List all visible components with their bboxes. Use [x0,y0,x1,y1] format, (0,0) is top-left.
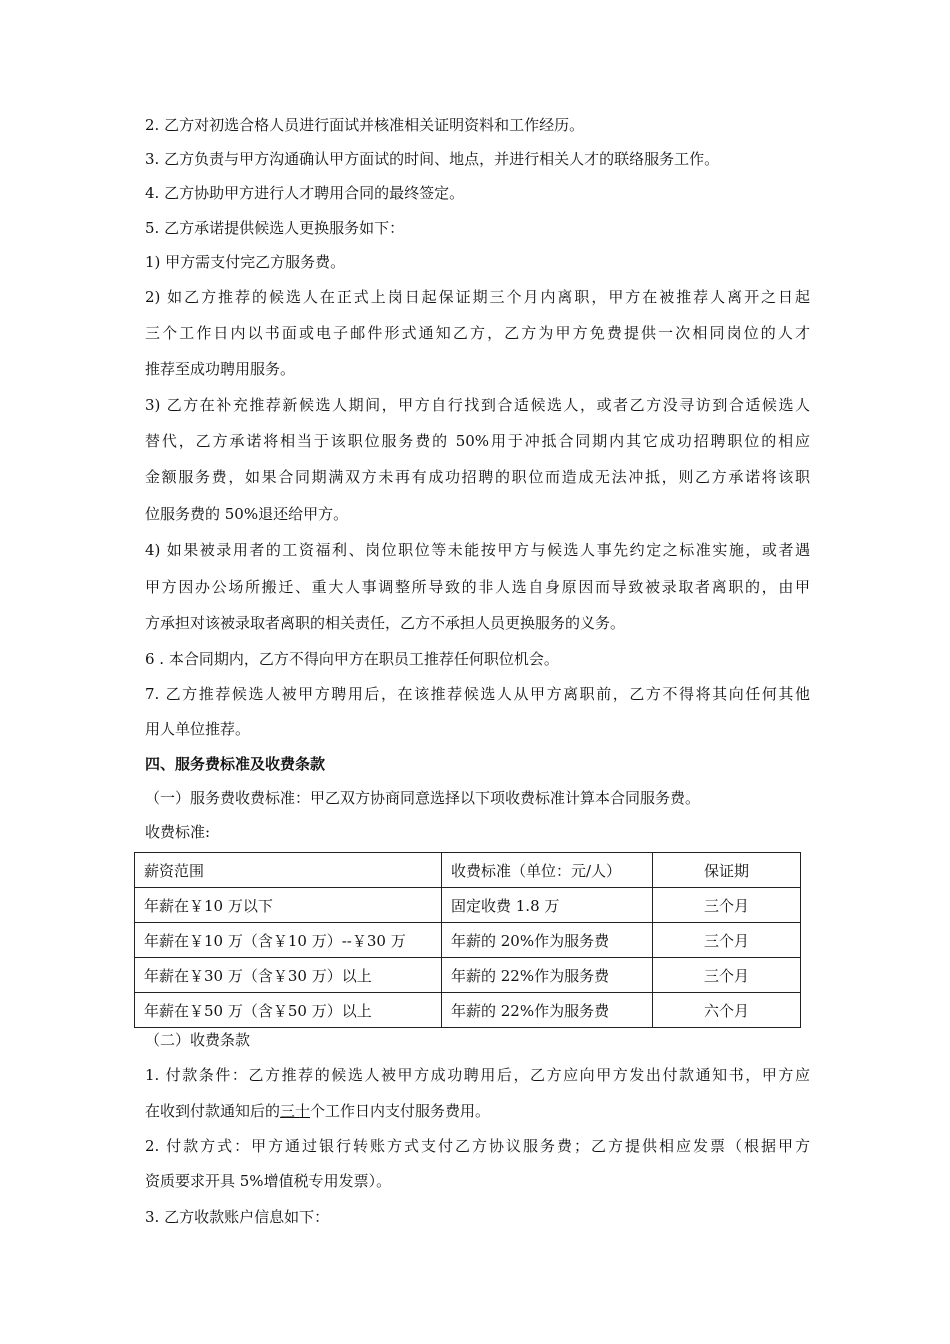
sub-item-3-line: 位服务费的 50%退还给甲方。 [145,505,349,523]
table-row [135,888,801,923]
clause-item-5: 5. 乙方承诺提供候选人更换服务如下： [145,219,405,237]
fee-standard-label: 收费标准: [145,823,211,841]
clause-item-2: 2. 乙方对初选合格人员进行面试并核准相关证明资料和工作经历。 [145,116,585,134]
sub-item-1: 1) 甲方需支付完乙方服务费。 [145,253,346,271]
table-header-cell: 薪资范围 [135,853,442,888]
sub-item-2-line: 推荐至成功聘用服务。 [145,360,296,378]
sub-item-4-line: 方承担对该被录取者离职的相关责任，乙方不承担人员更换服务的义务。 [145,614,626,632]
table-cell: 年薪的 22%作为服务费 [442,958,653,993]
table-header-row [135,853,801,888]
sub-item-3-line: 金额服务费，如果合同期满双方未再有成功招聘的职位而造成无法冲抵，则乙方承诺将该职 [145,468,810,486]
payment-terms-heading: （二）收费条款 [145,1031,251,1049]
fee-standard-intro: （一）服务费收费标准：甲乙双方协商同意选择以下项收费标准计算本合同服务费。 [145,789,701,807]
payment-condition-text: 个工作日内支付服务费用。 [310,1102,491,1120]
table-cell: 年薪在￥50 万（含￥50 万）以上 [135,993,442,1028]
section-heading: 四、服务费标准及收费条款 [145,755,326,773]
payment-condition-text: 在收到付款通知后的 [145,1102,281,1120]
clause-item-4: 4. 乙方协助甲方进行人才聘用合同的最终签定。 [145,184,465,202]
sub-item-2-line: 三个工作日内以书面或电子邮件形式通知乙方，乙方为甲方免费提供一次相同岗位的人才 [145,324,810,342]
table-cell: 固定收费 1.8 万 [442,888,653,923]
table-cell: 三个月 [653,888,801,923]
table-cell: 年薪在￥10 万以下 [135,888,442,923]
payment-account-info: 3. 乙方收款账户信息如下： [145,1208,330,1226]
clause-item-7-line: 用人单位推荐。 [145,720,251,738]
sub-item-2-line: 2) 如乙方推荐的候选人在正式上岗日起保证期三个月内离职，甲方在被推荐人离开之日起 [145,288,810,306]
table-cell: 三个月 [653,923,801,958]
table-row [135,923,801,958]
table-cell: 年薪的 22%作为服务费 [442,993,653,1028]
sub-item-3-line: 3) 乙方在补充推荐新候选人期间，甲方自行找到合适候选人，或者乙方没寻访到合适候选人 [145,396,810,414]
payment-condition-line [145,1102,810,1120]
sub-item-3-line: 替代，乙方承诺将相当于该职位服务费的 50%用于冲抵合同期内其它成功招聘职位的相应 [145,432,810,450]
payment-method-line: 2. 付款方式：甲方通过银行转账方式支付乙方协议服务费；乙方提供相应发票（根据甲方 [145,1137,810,1155]
sub-item-4-line: 甲方因办公场所搬迁、重大人事调整所导致的非人选自身原因而导致被录取者离职的，由甲 [145,578,810,596]
sub-item-4-line: 4) 如果被录用者的工资福利、岗位职位等未能按甲方与候选人事先约定之标准实施，或者遇 [145,541,810,559]
payment-days-underlined: 三十 [280,1102,311,1120]
fee-table [134,852,801,1028]
table-cell: 年薪在￥10 万（含￥10 万）--￥30 万 [135,923,442,958]
table-header-cell: 保证期 [653,853,801,888]
table-cell: 六个月 [653,993,801,1028]
clause-item-7-line: 7. 乙方推荐候选人被甲方聘用后，在该推荐候选人从甲方离职前，乙方不得将其向任何其他 [145,685,810,703]
clause-item-3: 3. 乙方负责与甲方沟通确认甲方面试的时间、地点，并进行相关人才的联络服务工作。 [145,150,720,168]
table-header-cell: 收费标准（单位：元/人） [442,853,653,888]
table-row [135,993,801,1028]
table-cell: 年薪的 20%作为服务费 [442,923,653,958]
table-row [135,958,801,993]
payment-method-line: 资质要求开具 5%增值税专用发票）。 [145,1172,392,1190]
clause-item-6: 6 . 本合同期内，乙方不得向甲方在职员工推荐任何职位机会。 [145,650,559,668]
table-cell: 年薪在￥30 万（含￥30 万）以上 [135,958,442,993]
table-cell: 三个月 [653,958,801,993]
payment-condition-line: 1. 付款条件：乙方推荐的候选人被甲方成功聘用后，乙方应向甲方发出付款通知书，甲方应 [145,1066,810,1084]
